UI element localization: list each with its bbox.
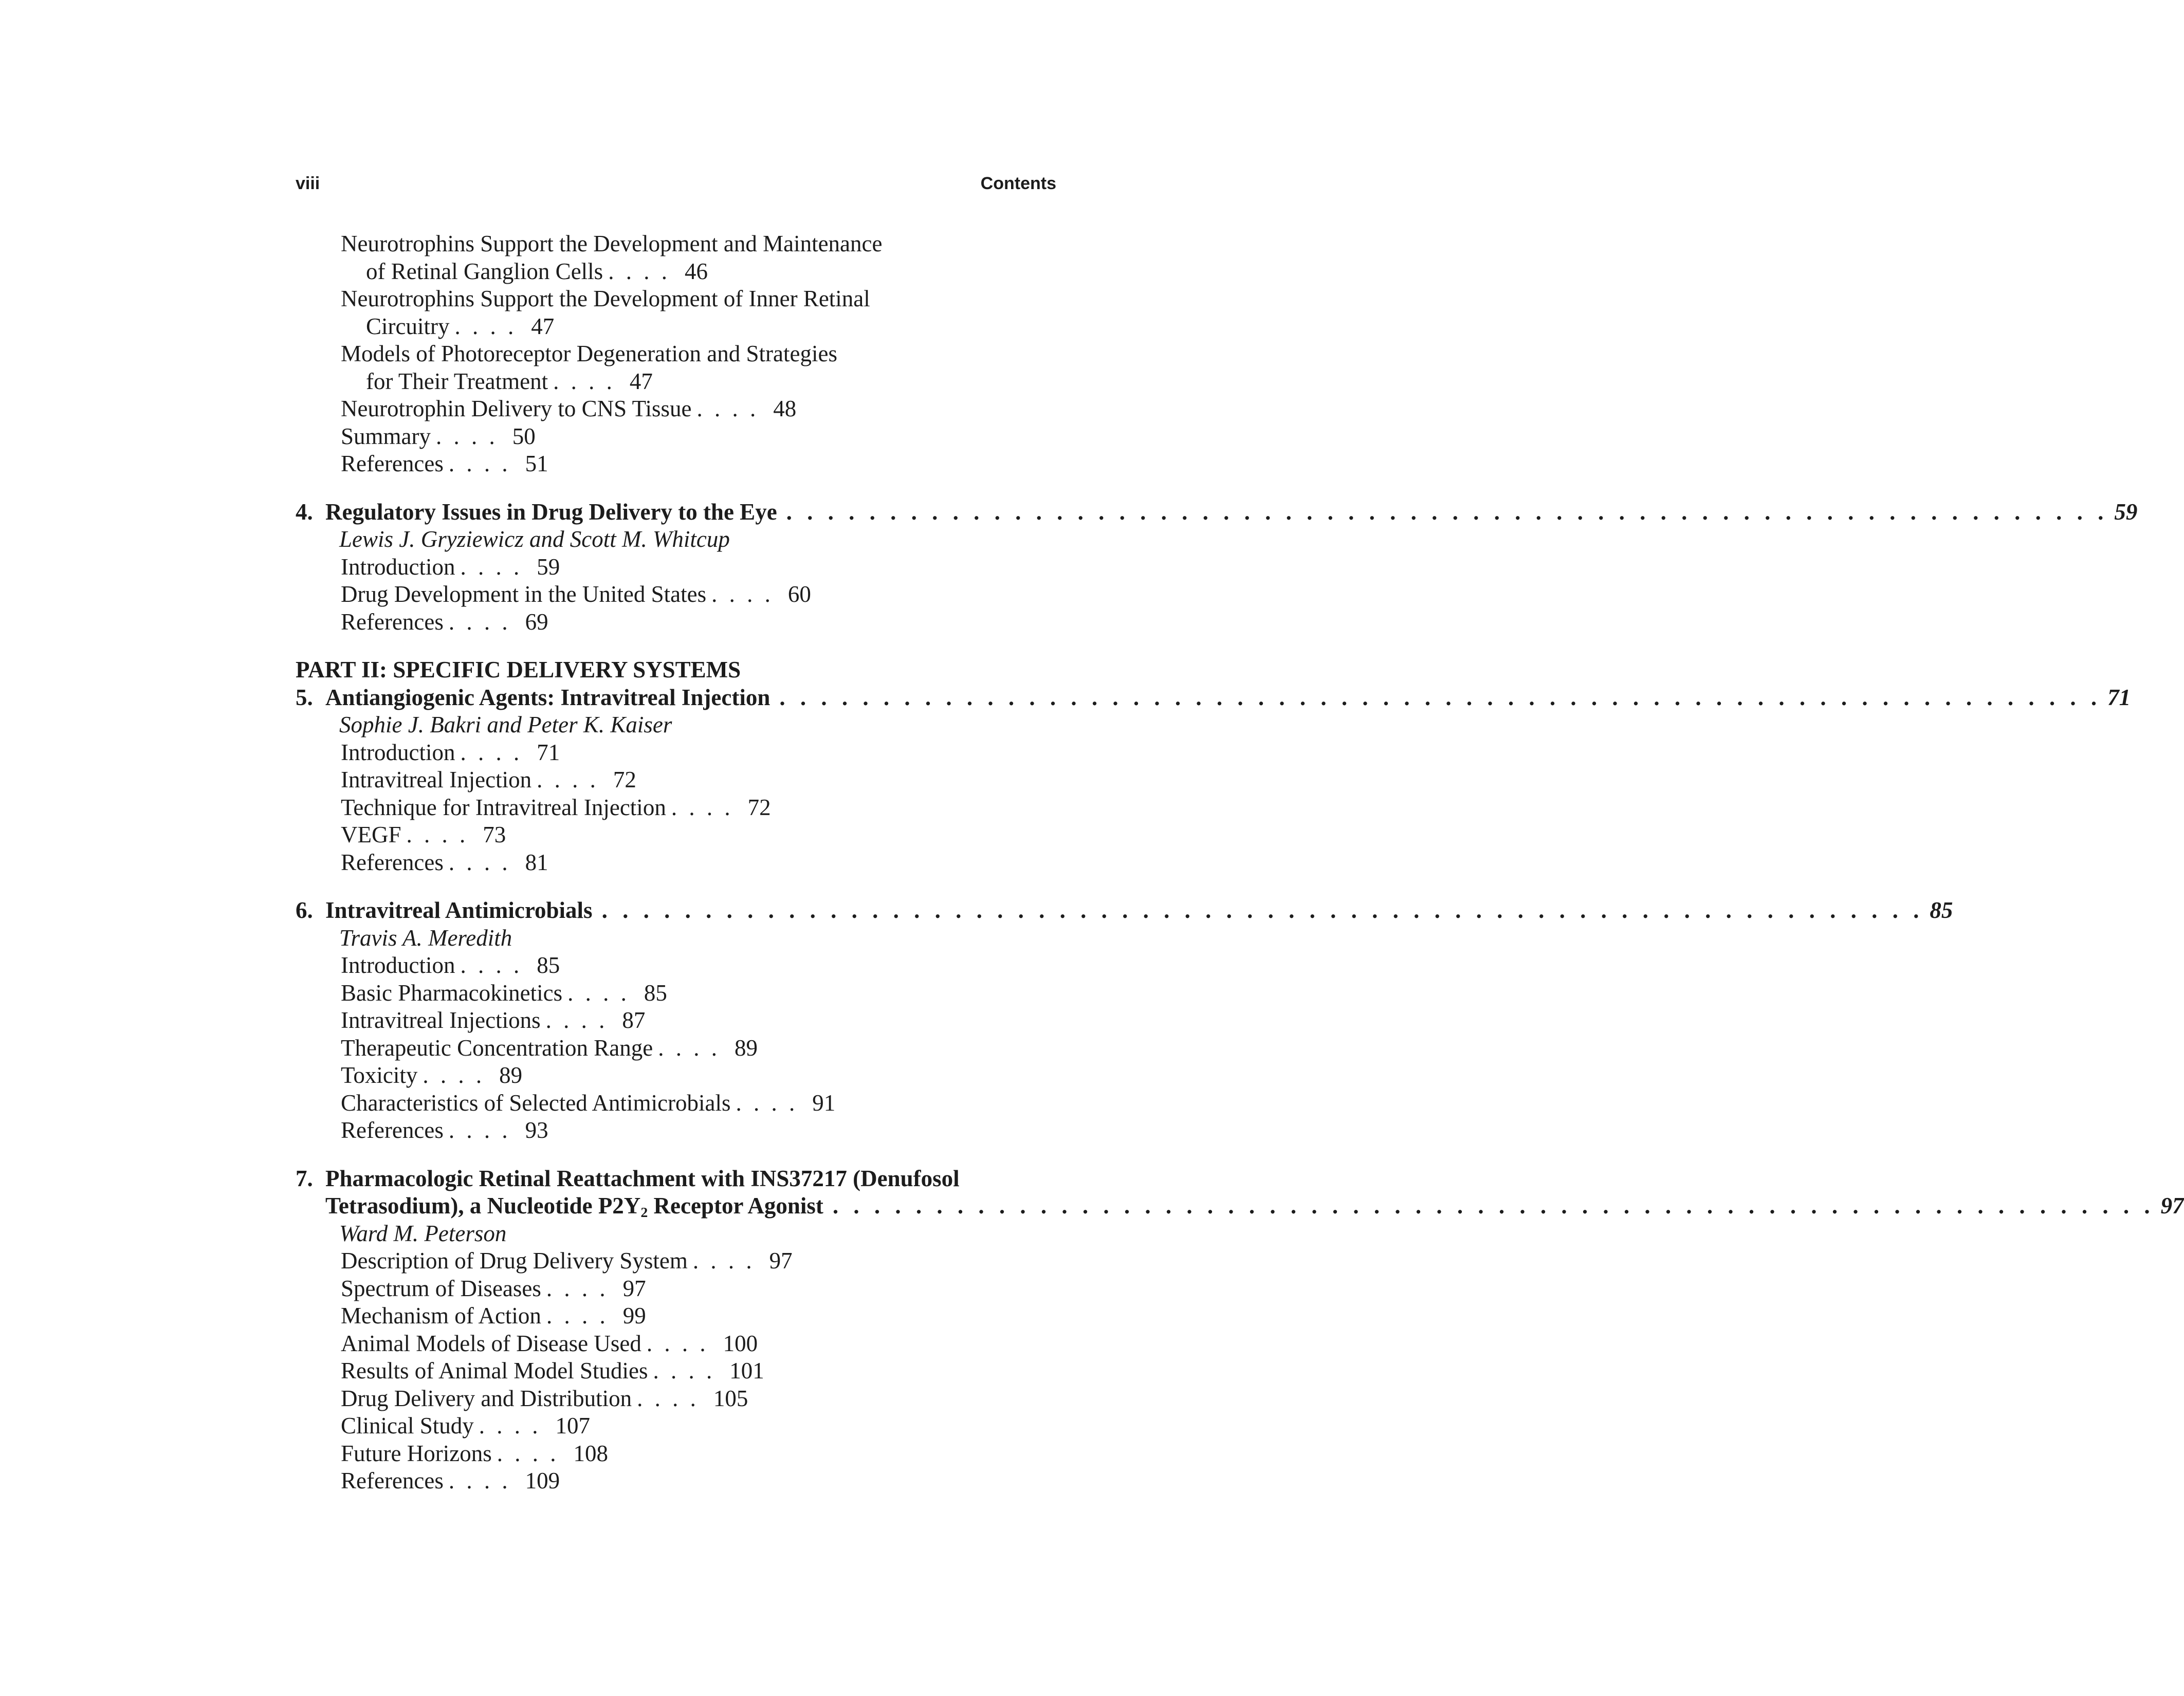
dot-leader: . . . .	[546, 1303, 609, 1329]
dot-leader: . . . .	[736, 1090, 798, 1116]
section-page: 91	[812, 1090, 836, 1116]
toc-section[interactable]	[296, 340, 1056, 368]
section-page: 85	[537, 952, 560, 978]
dot-leader: . . . .	[406, 822, 469, 847]
section-title: References	[341, 451, 444, 476]
toc-section[interactable]	[296, 980, 1056, 1007]
chapter-page: 85	[1930, 897, 1953, 923]
section-title: Introduction	[341, 739, 455, 765]
chapter-title: Tetrasodium), a Nucleotide $P2Y_2$ Receptor Agonist	[325, 1193, 823, 1221]
section-page: 89	[499, 1062, 523, 1088]
toc-section[interactable]	[296, 581, 1056, 609]
section-title: Drug Development in the United States	[341, 581, 707, 607]
toc-section-continuation[interactable]	[296, 313, 1056, 341]
chapter-authors: Ward M. Peterson	[339, 1220, 507, 1246]
running-title: Contents	[980, 174, 1056, 193]
section-title: Summary	[341, 423, 431, 449]
toc-section[interactable]	[296, 609, 1056, 636]
toc-section[interactable]	[296, 450, 1056, 478]
section-title: Neurotrophins Support the Development of Inner Retinal	[341, 286, 870, 311]
section-title: Models of Photoreceptor Degeneration and Strategies	[341, 341, 837, 366]
toc-section[interactable]	[296, 1062, 1056, 1090]
section-page: 59	[537, 554, 560, 580]
chapter-title: Regulatory Issues in Drug Delivery to the Eye	[325, 499, 777, 525]
dot-leader: . . . .	[537, 767, 599, 792]
section-title: Mechanism of Action	[341, 1303, 541, 1329]
section-page: 107	[555, 1413, 590, 1439]
chapter-authors: Lewis J. Gryziewicz and Scott M. Whitcup	[339, 526, 730, 552]
section-title: Clinical Study	[341, 1413, 474, 1439]
chapter-7-entry-continuation[interactable]	[296, 1192, 2184, 1221]
toc-section[interactable]	[296, 1385, 1056, 1413]
section-title: Intravitreal Injection	[341, 767, 532, 792]
toc-section[interactable]	[296, 1035, 1056, 1062]
section-page: 87	[622, 1007, 646, 1033]
section-page: 99	[622, 1303, 646, 1329]
dot-leader: . . . .	[479, 1413, 541, 1439]
section-page: 81	[525, 849, 548, 875]
section-title: References	[341, 1468, 444, 1494]
section-title: Basic Pharmacokinetics	[341, 980, 563, 1006]
dot-leader: . . . .	[545, 1007, 608, 1033]
toc-section[interactable]	[296, 1007, 1056, 1035]
toc-section[interactable]	[296, 766, 1056, 794]
dot-leader: . . . .	[711, 581, 774, 607]
dot-leader: . . . . . . . . . . . . . . . . . . . . . . . . . . . . . . . . . . . . . . . . . . . . . . . . . . . . . . . . . . . . . . . .	[832, 1193, 2155, 1219]
section-title: Technique for Intravitreal Injection	[341, 794, 666, 820]
chapter-page: 71	[2107, 684, 2131, 710]
dot-leader: . . . .	[653, 1358, 715, 1384]
dot-leader: . . . .	[454, 313, 517, 339]
section-title: References	[341, 849, 444, 875]
section-title: Future Horizons	[341, 1440, 492, 1466]
toc-section[interactable]	[296, 230, 1056, 258]
running-header	[296, 174, 1056, 199]
dot-leader: . . . .	[448, 451, 511, 476]
section-page: 108	[573, 1440, 608, 1466]
dot-leader: . . . . . . . . . . . . . . . . . . . . . . . . . . . . . . . . . . . . . . . . . . . . . . . . . . . . . . . . . . . . . . . .	[601, 897, 1924, 923]
chapter-authors: Sophie J. Bakri and Peter K. Kaiser	[339, 712, 672, 738]
section-title: Description of Drug Delivery System	[341, 1248, 688, 1274]
toc-section[interactable]	[296, 1357, 1056, 1385]
toc-section[interactable]	[296, 821, 1056, 849]
chapter-page: 59	[2114, 499, 2138, 525]
dot-leader: . . . .	[460, 952, 523, 978]
toc-section[interactable]	[296, 1117, 1056, 1145]
section-title: for Their Treatment	[366, 368, 548, 394]
section-page: 97	[769, 1248, 793, 1274]
section-page: 93	[525, 1117, 548, 1143]
toc-section[interactable]	[296, 849, 1056, 877]
section-page: 109	[525, 1468, 560, 1494]
section-page: 51	[525, 451, 548, 476]
dot-leader: . . . .	[436, 423, 498, 449]
chapter-title: Pharmacologic Retinal Reattachment with INS37217 (Denufosol	[325, 1165, 960, 1191]
dot-leader: . . . .	[608, 258, 670, 284]
section-title: of Retinal Ganglion Cells	[366, 258, 603, 284]
section-title: Introduction	[341, 952, 455, 978]
dot-leader: . . . .	[448, 849, 511, 875]
section-title: Neurotrophins Support the Development and Maintenance	[341, 231, 883, 256]
section-page: 85	[644, 980, 667, 1006]
chapter-number: 6.	[296, 897, 313, 923]
section-title: VEGF	[341, 822, 401, 847]
chapter-7-entry[interactable]	[296, 1165, 1056, 1193]
chapter-page: 97	[2160, 1193, 2184, 1219]
toc-section[interactable]	[296, 395, 1056, 423]
chapter-number: 4.	[296, 499, 313, 525]
chapter-4-entry[interactable]	[296, 499, 2138, 526]
toc-section[interactable]	[296, 1330, 1056, 1358]
section-title: Results of Animal Model Studies	[341, 1358, 648, 1384]
section-page: 48	[773, 396, 797, 421]
chapter-number: 5.	[296, 684, 313, 710]
section-page: 46	[684, 258, 708, 284]
section-title: Characteristics of Selected Antimicrobials	[341, 1090, 731, 1116]
toc-section[interactable]	[296, 1440, 1056, 1468]
dot-leader: . . . .	[497, 1440, 559, 1466]
section-title: Spectrum of Diseases	[341, 1275, 541, 1301]
toc-section[interactable]	[296, 1247, 1056, 1275]
section-title: Neurotrophin Delivery to CNS Tissue	[341, 396, 692, 421]
section-page: 89	[735, 1035, 758, 1061]
section-title: Therapeutic Concentration Range	[341, 1035, 653, 1061]
toc-section[interactable]	[296, 794, 1056, 822]
section-title: Introduction	[341, 554, 455, 580]
chapter-authors: Travis A. Meredith	[339, 925, 512, 951]
dot-leader: . . . .	[646, 1330, 709, 1356]
section-page: 47	[629, 368, 653, 394]
toc-section[interactable]	[296, 1275, 1056, 1303]
chapter-title: Antiangiogenic Agents: Intravitreal Injection	[325, 684, 770, 710]
section-page: 97	[622, 1275, 646, 1301]
section-page: 100	[723, 1330, 758, 1356]
dot-leader: . . . .	[448, 1117, 511, 1143]
dot-leader: . . . .	[448, 1468, 511, 1494]
chapter-5-entry[interactable]	[296, 684, 2131, 712]
dot-leader: . . . . . . . . . . . . . . . . . . . . . . . . . . . . . . . . . . . . . . . . . . . . . . . . . . . . . . . . . . . . . . . .	[779, 684, 2102, 710]
part-heading[interactable]: PART II: SPECIFIC DELIVERY SYSTEMS	[296, 657, 741, 683]
chapter-6-entry[interactable]	[296, 897, 1953, 925]
toc-section-continuation[interactable]	[296, 368, 1056, 396]
dot-leader: . . . .	[448, 609, 511, 635]
toc-section[interactable]	[296, 1467, 1056, 1495]
section-title: References	[341, 609, 444, 635]
section-title: Animal Models of Disease Used	[341, 1330, 641, 1356]
toc-section[interactable]	[296, 1412, 1056, 1440]
toc-section-continuation[interactable]	[296, 258, 1056, 286]
chapter-number: 7.	[296, 1165, 313, 1191]
dot-leader: . . . . . . . . . . . . . . . . . . . . . . . . . . . . . . . . . . . . . . . . . . . . . . . . . . . . . . . . . . . . . . . .	[786, 499, 2108, 525]
section-page: 101	[729, 1358, 764, 1384]
dot-leader: . . . .	[637, 1385, 699, 1411]
section-page: 72	[747, 794, 771, 820]
dot-leader: . . . .	[692, 1248, 755, 1274]
section-page: 72	[613, 767, 636, 792]
dot-leader: . . . .	[546, 1275, 609, 1301]
toc-section[interactable]	[296, 739, 1056, 767]
chapter-title: Intravitreal Antimicrobials	[325, 897, 593, 923]
toc-section[interactable]	[296, 952, 1056, 980]
section-page: 69	[525, 609, 548, 635]
toc-section[interactable]	[296, 1090, 1056, 1117]
section-page: 73	[483, 822, 506, 847]
section-page: 105	[713, 1385, 748, 1411]
section-page: 71	[537, 739, 560, 765]
section-title: References	[341, 1117, 444, 1143]
section-page: 47	[531, 313, 555, 339]
section-title: Toxicity	[341, 1062, 418, 1088]
section-title: Drug Delivery and Distribution	[341, 1385, 632, 1411]
dot-leader: . . . .	[460, 554, 523, 580]
toc-section[interactable]	[296, 423, 1056, 451]
section-page: 60	[787, 581, 811, 607]
section-page: 50	[512, 423, 536, 449]
dot-leader: . . . .	[696, 396, 759, 421]
section-title: Intravitreal Injections	[341, 1007, 541, 1033]
table-of-contents	[296, 230, 2184, 1495]
dot-leader: . . . .	[423, 1062, 485, 1088]
dot-leader: . . . .	[460, 739, 523, 765]
dot-leader: . . . .	[567, 980, 630, 1006]
toc-section[interactable]	[296, 285, 1056, 313]
page-number: viii	[296, 174, 320, 193]
toc-section[interactable]	[296, 554, 1056, 581]
toc-section[interactable]	[296, 1302, 1056, 1330]
dot-leader: . . . .	[671, 794, 733, 820]
dot-leader: . . . .	[553, 368, 615, 394]
dot-leader: . . . .	[658, 1035, 721, 1061]
section-title: Circuitry	[366, 313, 450, 339]
